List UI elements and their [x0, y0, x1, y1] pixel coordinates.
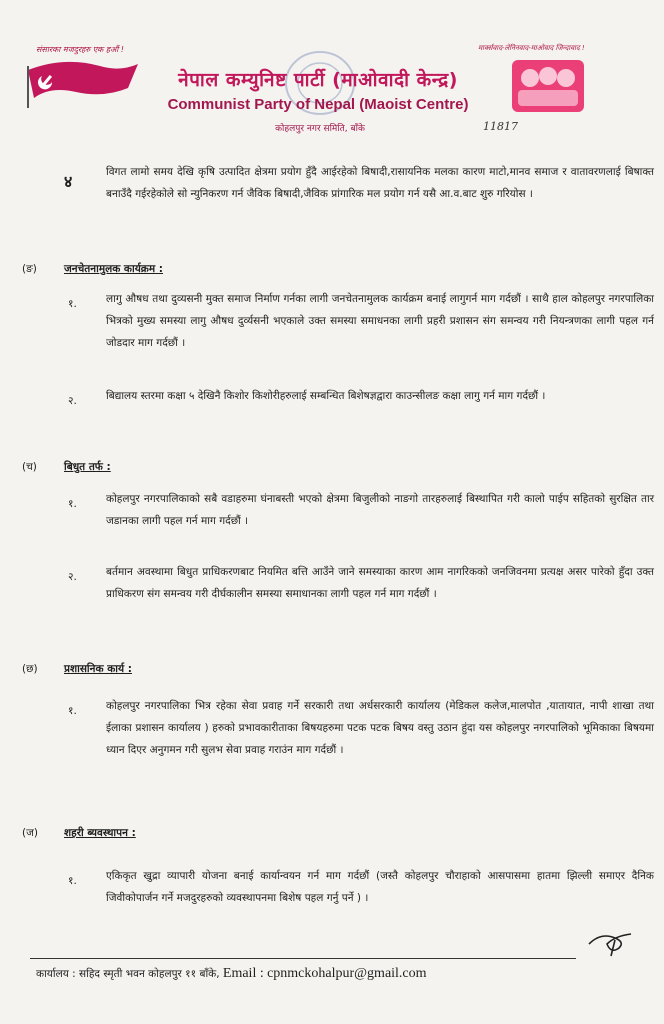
paragraph: लागु औषध तथा दुव्यसनी मुक्त समाज निर्माण गर्नका लागी जनचेतनामुलक कार्यक्रम बनाई लागुगर्न माग गर्दछौं । साथै हाल कोहलपुर नगरपालिका भित्रको मुख्य समस्या लागु औषध दुर्व्यसनी भएकाले उक्त समस्या समाधनका लागी प्रहरी प्रशासन संग समन्वय गरी नियन्त्रणका लागी पहल गर्न जोडदार माग गर्दछौं ।: [106, 293, 654, 349]
section-letter: (च): [22, 461, 37, 473]
slogan-right: मार्क्सवाद-लेनिनवाद-माओवाद जिन्दावाद !: [478, 44, 585, 52]
office-address: कार्यालय : सहिद स्मृती भवन कोहलपुर ११ बाँके,: [36, 968, 220, 980]
section-title: जनचेतनामुलक कार्यक्रम :: [64, 263, 164, 275]
paragraph: बर्तमान अवस्थामा बिधुत प्राधिकरणबाट नियमित बत्ति आउँने जाने समस्याका कारण आम नागरिकको जनजिवनमा प्रत्यक्ष असर पारेको हुँदा उक्त प्राधिकरण संग समन्वय गरी दीर्घकालीन समस्या समाधानका लागी पहल गर्न माग गर्दछौं ।: [106, 566, 654, 600]
footer-address: [36, 966, 427, 982]
paragraph: कोहलपुर नगरपालिकाको सबै वडाहरुमा घंनाबस्ती भएको क्षेत्रमा बिजुलीको नाङगो तारहरुलाई बिस्थापित गरी कालो पाईप सहितको सुरक्षित तार जडानका लागी पहल गर्न माग गर्दछौं ।: [106, 493, 654, 527]
section-title: शहरी ब्यवस्थापन :: [64, 827, 136, 839]
email-address[interactable]: cpnmckohalpur@gmail.com: [267, 966, 427, 981]
item-number: २.: [68, 395, 77, 407]
section-letter: (ङ): [22, 263, 37, 275]
party-name-english: Communist Party of Nepal (Maoist Centre): [167, 96, 469, 113]
leaders-portrait-logo: [508, 54, 588, 118]
section-letter: (ज): [22, 827, 38, 839]
item-number: १.: [68, 705, 77, 717]
section-title: बिधुत तर्फ :: [64, 461, 111, 473]
section-title: प्रशासनिक कार्य :: [64, 663, 132, 675]
item-number: २.: [68, 571, 77, 583]
party-name-nepali: नेपाल कम्युनिष्ट पार्टी (माओवादी केन्द्र): [178, 69, 458, 91]
paragraph: बिद्यालय स्तरमा कक्षा ५ देखिनै किशोर किशोरीहरुलाई सम्बन्धित बिशेषज्ञद्वारा काउन्सीलङ कक्षा लागु गर्न माग गर्दछौं ।: [106, 390, 546, 402]
paragraph: एकिकृत खुद्रा व्यापारी योजना बनाई कार्यान्वयन गर्न माग गर्दछौं (जस्तै कोहलपुर चौराहाको आसपासमा हातमा झिल्ली समाएर दैनिक जिवीकोपार्जन गर्ने मजदुरहरुको व्यवस्थापनमा बिशेष पहल गर्नु पर्ने ) ।: [106, 870, 654, 904]
section-letter: (छ): [22, 663, 38, 675]
paragraph: कोहलपुर नगरपालिका भित्र रहेका सेवा प्रवाह गर्ने सरकारी तथा अर्धसरकारी कार्यालय (मेडिकल कलेज,मालपोत ,यातायात, नापी शाखा तथा ईलाका प्रशासन कार्यालय ) हरुको प्रभावकारीताका बिषयहरुमा पटक पटक बिषय वस्तु उठान हुंदा यस कोहलपुर नगरपालिको भूमिकाका बिषयमा ध्यान दिएर अनुगमन गरी सुलभ सेवा प्रवाह गराउंन माग गर्दछौं ।: [106, 700, 654, 756]
item-number: १.: [68, 498, 77, 510]
paragraph: विगत लामो समय देखि कृषि उत्पादित क्षेत्रमा प्रयोग हुँदै आईरहेको बिषादी,रासायनिक मलका कारण माटो,मानव समाज र वातावरणलाई बिषाक्त बनाउँदै गईरहेकोले सो न्युनिकरण गर्न जैविक बिषादी,जैविक प्रांगारिक मल प्रयोग गर्न यसै आ.व.बाट शुरु गरियोस ।: [106, 166, 654, 200]
item-number: १.: [68, 875, 77, 887]
slogan-left: संसारका मजदुरहरु एक हऔं !: [36, 45, 125, 54]
email-label: Email :: [222, 966, 264, 981]
signature: [585, 926, 637, 958]
reference-number: 11817: [483, 120, 518, 133]
item-number: ४: [64, 172, 73, 191]
item-number: १.: [68, 298, 77, 310]
committee-name: कोहलपुर नगर समिति, बाँके: [275, 124, 365, 134]
footer-divider: [30, 958, 576, 959]
